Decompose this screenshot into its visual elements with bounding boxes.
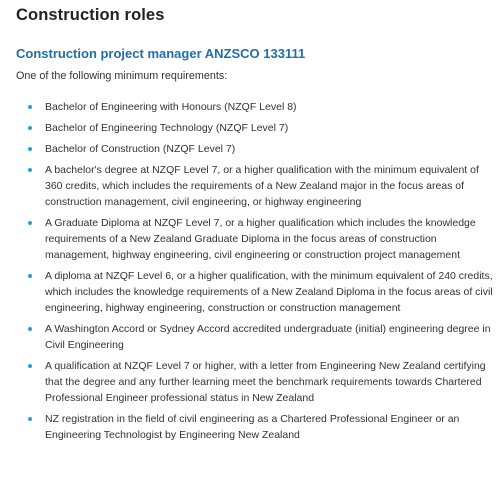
bullet-icon	[28, 221, 32, 225]
requirement-text: A Graduate Diploma at NZQF Level 7, or a higher qualification which includes the knowledge requirements of a New Zealand Graduate Diploma in the focus areas of construction management, highway engineering, civil engineering or construction project management	[45, 217, 476, 261]
requirement-text: Bachelor of Construction (NZQF Level 7)	[45, 143, 236, 155]
requirements-intro: One of the following minimum requirements:	[16, 70, 228, 82]
bullet-icon	[28, 417, 32, 421]
requirement-text: Bachelor of Engineering with Honours (NZQF Level 8)	[45, 101, 297, 113]
requirement-item	[16, 141, 494, 157]
requirement-text: A Washington Accord or Sydney Accord accredited undergraduate (initial) engineering degree in Civil Engineering	[45, 323, 491, 351]
requirement-item	[16, 358, 494, 406]
requirement-text: NZ registration in the field of civil engineering as a Chartered Professional Engineer or an Engineering Technologist by Engineering New Zealand	[45, 413, 460, 441]
requirement-item	[16, 162, 494, 210]
requirement-item	[16, 268, 494, 316]
requirement-text: Bachelor of Engineering Technology (NZQF Level 7)	[45, 122, 289, 134]
requirement-text: A diploma at NZQF Level 6, or a higher qualification, with the minimum equivalent of 240 credits, which includes the knowledge requirements of a New Zealand Diploma in the focus areas of civil engineering, highway engineering, construction or construction management	[45, 270, 493, 314]
requirement-item	[16, 411, 494, 443]
requirement-text: A qualification at NZQF Level 7 or higher, with a letter from Engineering New Zealand certifying that the degree and any further learning meet the benchmark requirements towards Chartered Professional Engineer professional status in New Zealand	[45, 360, 486, 404]
bullet-icon	[28, 126, 32, 130]
requirement-item	[16, 99, 494, 115]
section-heading: Construction roles	[16, 6, 165, 24]
bullet-icon	[28, 364, 32, 368]
requirement-item	[16, 215, 494, 263]
bullet-icon	[28, 147, 32, 151]
bullet-icon	[28, 274, 32, 278]
bullet-icon	[28, 168, 32, 172]
requirements-list	[16, 99, 494, 443]
requirement-item	[16, 321, 494, 353]
bullet-icon	[28, 105, 32, 109]
role-title: Construction project manager ANZSCO 133111	[16, 46, 306, 61]
bullet-icon	[28, 327, 32, 331]
requirement-text: A bachelor's degree at NZQF Level 7, or a higher qualification with the minimum equivalent of 360 credits, which includes the requirements of a New Zealand major in the focus areas of construction management, civil engineering, or highway engineering	[45, 164, 479, 208]
requirement-item	[16, 120, 494, 136]
